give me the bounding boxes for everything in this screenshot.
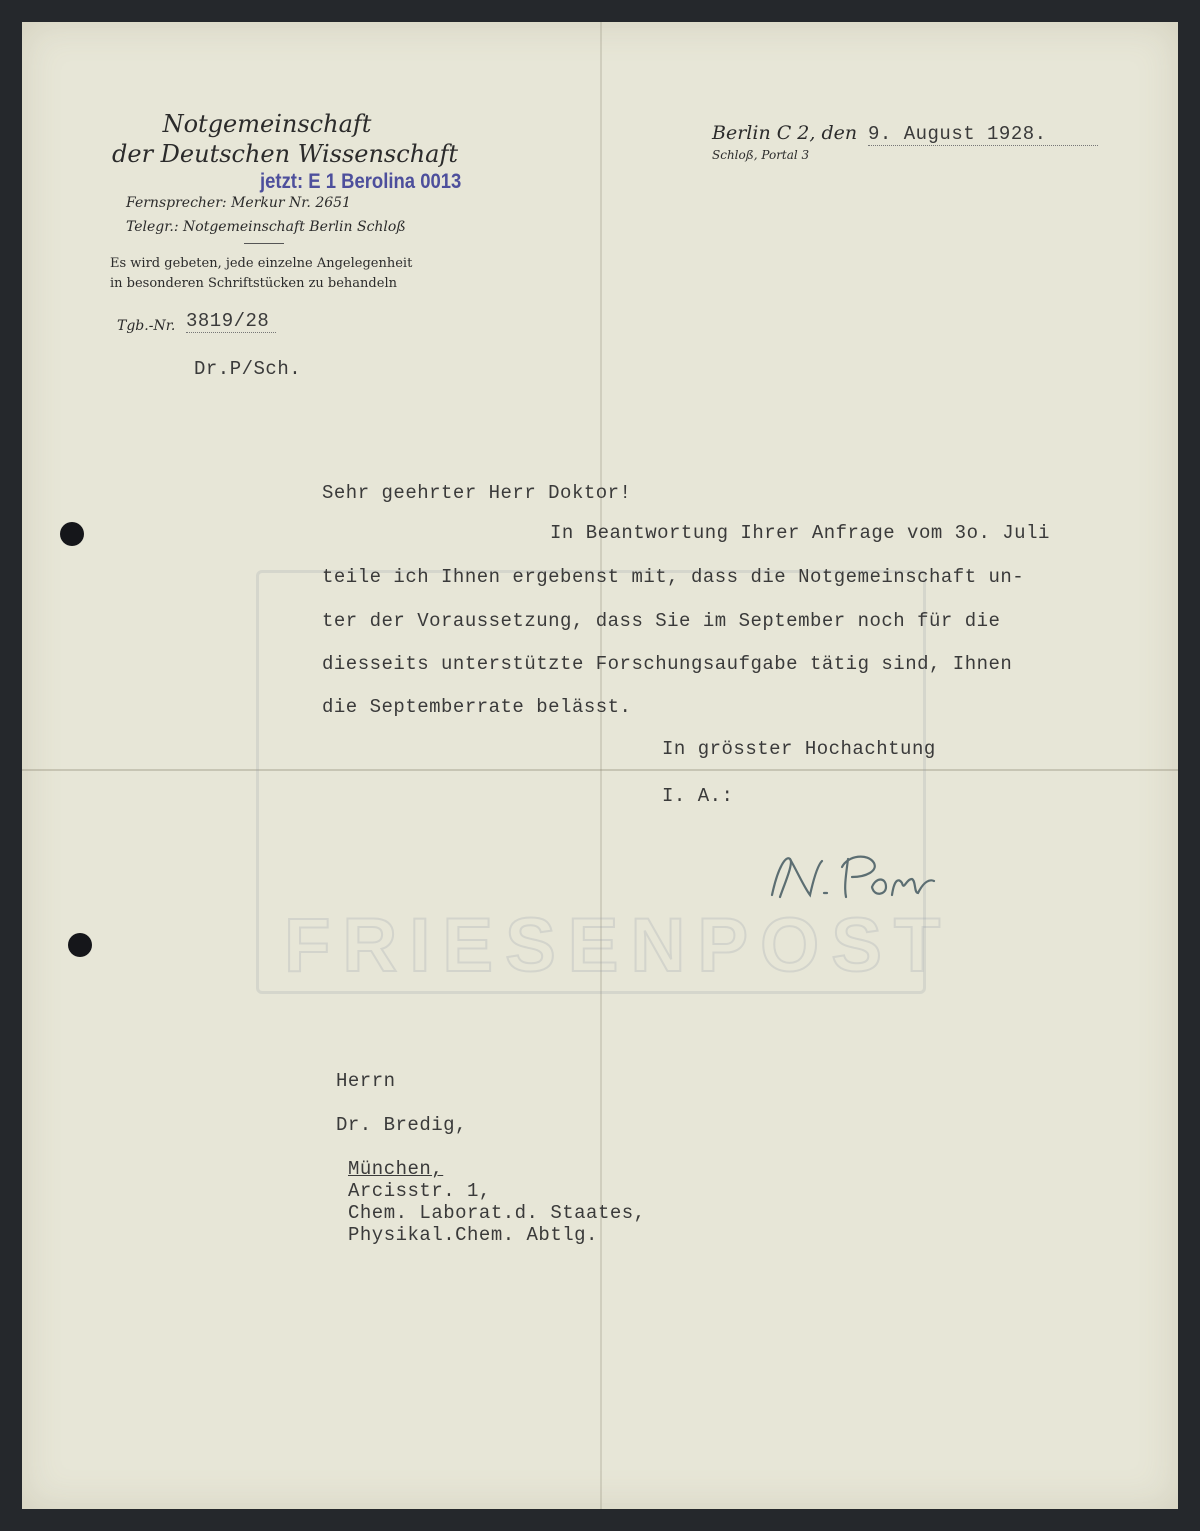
notice-line2: in besonderen Schriftstücken zu behandeln: [110, 276, 397, 291]
signatory-prefix: I. A.:: [662, 785, 734, 807]
letterhead-divider: [244, 243, 284, 244]
recipient-institute: Chem. Laborat.d. Staates,: [348, 1202, 646, 1224]
body-line-3: ter der Voraussetzung, dass Sie im September noch für die: [322, 610, 1001, 632]
closing: In grösster Hochachtung: [662, 738, 936, 760]
body-line-2: teile ich Ihnen ergebenst mit, dass die Notgemeinschaft un-: [322, 566, 1025, 588]
letter-page: [22, 22, 1178, 1509]
recipient-city: München,: [348, 1158, 444, 1180]
new-phone-stamp: jetzt: E 1 Berolina 0013: [260, 170, 462, 193]
letter-date: 9. August 1928.: [868, 123, 1098, 146]
punch-hole-top: [60, 522, 84, 546]
salutation: Sehr geehrter Herr Doktor!: [322, 482, 632, 504]
ghost-stamp-text: FRIESENPOST: [284, 903, 953, 988]
place-prefix: Berlin C 2, den: [712, 122, 858, 144]
body-line-1: In Beantwortung Ihrer Anfrage vom 3o. Juli: [550, 522, 1050, 544]
recipient-street: Arcisstr. 1,: [348, 1180, 491, 1202]
punch-hole-bottom: [68, 933, 92, 957]
notice-line1: Es wird gebeten, jede einzelne Angelegenheit: [110, 256, 413, 271]
recipient-name: Dr. Bredig,: [336, 1114, 467, 1136]
telegram-line: Telegr.: Notgemeinschaft Berlin Schloß: [126, 219, 406, 235]
org-name-line2: der Deutschen Wissenschaft: [112, 140, 458, 168]
recipient-title: Herrn: [336, 1070, 396, 1092]
org-name-line1: Notgemeinschaft: [162, 110, 372, 138]
recipient-department: Physikal.Chem. Abtlg.: [348, 1224, 598, 1246]
reference-initials: Dr.P/Sch.: [194, 358, 302, 380]
sender-address: Schloß, Portal 3: [712, 148, 810, 162]
body-line-4: diesseits unterstützte Forschungsaufgabe tätig sind, Ihnen: [322, 653, 1013, 675]
journal-number: 3819/28: [186, 310, 276, 333]
phone-line: Fernsprecher: Merkur Nr. 2651: [126, 195, 351, 211]
handwritten-signature: [764, 837, 964, 917]
journal-label: Tgb.-Nr.: [117, 318, 176, 334]
body-line-5: die Septemberrate belässt.: [322, 696, 632, 718]
